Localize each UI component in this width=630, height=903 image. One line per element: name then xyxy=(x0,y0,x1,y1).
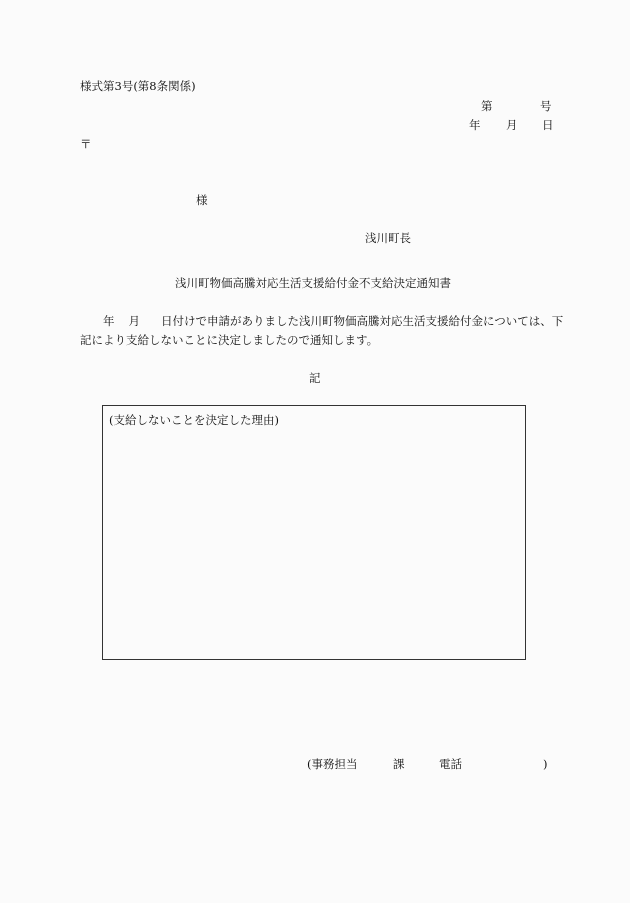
document-number-prefix: 第 xyxy=(481,99,493,113)
body-year-label: 年 xyxy=(103,314,115,328)
issuer-name: 浅川町長 xyxy=(365,231,411,245)
contact-close-paren: ) xyxy=(543,757,548,771)
body-paragraph-line2: 記により支給しないことに決定しましたので通知します。 xyxy=(80,333,379,347)
body-month-label: 月 xyxy=(128,314,140,328)
body-paragraph-line1 xyxy=(103,316,563,328)
date-year-label: 年 xyxy=(469,118,481,132)
contact-staff-label: (事務担当 xyxy=(307,757,358,771)
postal-mark: 〒 xyxy=(80,137,92,151)
body-line1-text: 日付けで申請がありました浅川町物価高騰対応生活支援給付金については、下 xyxy=(161,314,564,328)
ki-heading: 記 xyxy=(309,371,321,385)
date-month-label: 月 xyxy=(506,118,518,132)
contact-phone-label: 電話 xyxy=(439,757,462,771)
document-title: 浅川町物価高騰対応生活支援給付金不支給決定通知書 xyxy=(175,276,451,290)
date-day-label: 日 xyxy=(542,118,554,132)
document-number-suffix: 号 xyxy=(540,99,552,113)
contact-section-label: 課 xyxy=(393,757,405,771)
form-number: 様式第3号(第8条関係) xyxy=(80,79,196,93)
reason-label: (支給しないことを決定した理由) xyxy=(109,413,279,427)
reason-box xyxy=(102,405,526,660)
recipient-honorific: 様 xyxy=(196,193,208,207)
